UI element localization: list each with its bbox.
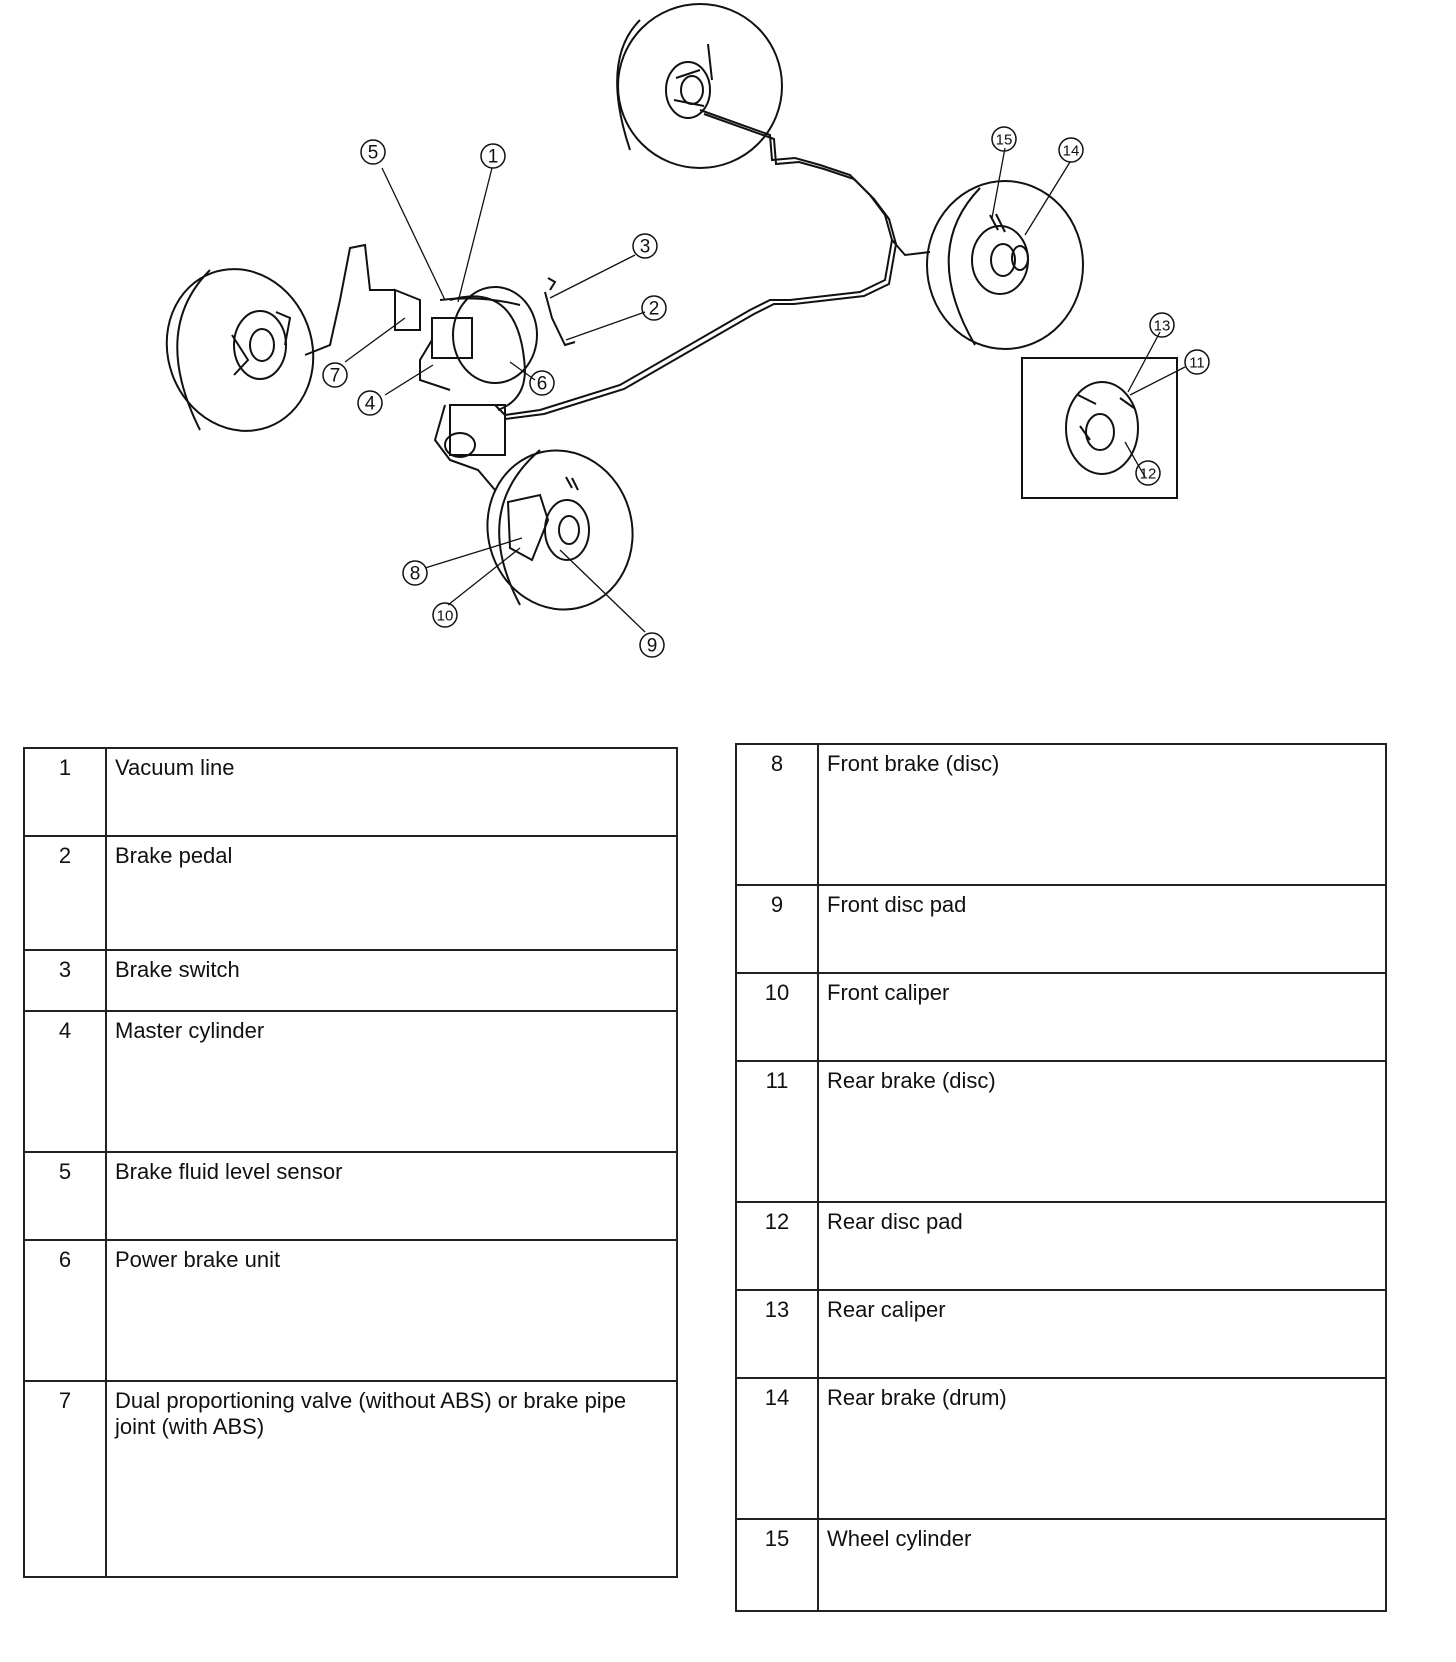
legend-label: Brake switch xyxy=(106,950,677,1011)
legend-row xyxy=(24,950,677,1011)
rear-wheel-top xyxy=(617,4,782,168)
legend-label: Rear brake (disc) xyxy=(818,1061,1386,1202)
legend-number: 2 xyxy=(24,836,106,950)
legend-number: 8 xyxy=(736,744,818,885)
legend-label: Master cylinder xyxy=(106,1011,677,1152)
legend-row xyxy=(736,973,1386,1061)
legend-number: 3 xyxy=(24,950,106,1011)
legend-label: Front disc pad xyxy=(818,885,1386,973)
legend-number: 15 xyxy=(736,1519,818,1611)
callout-8: 8 xyxy=(409,563,421,585)
legend-label: Wheel cylinder xyxy=(818,1519,1386,1611)
callout-circles xyxy=(323,127,1209,657)
legend-label: Rear brake (drum) xyxy=(818,1378,1386,1519)
callout-3: 3 xyxy=(639,236,651,258)
callout-9: 9 xyxy=(646,635,658,657)
callout-7: 7 xyxy=(329,365,341,387)
legend-label: Front caliper xyxy=(818,973,1386,1061)
legend-label: Rear disc pad xyxy=(818,1202,1386,1290)
legend-number: 11 xyxy=(736,1061,818,1202)
callout-15: 15 xyxy=(995,131,1013,149)
legend-label: Dual proportioning valve (without ABS) or brake pipe joint (with ABS) xyxy=(106,1381,677,1577)
legend-label: Rear caliper xyxy=(818,1290,1386,1378)
legend-row xyxy=(24,1240,677,1381)
legend-number: 10 xyxy=(736,973,818,1061)
legend-number: 4 xyxy=(24,1011,106,1152)
callout-2: 2 xyxy=(648,298,660,320)
booster-assembly xyxy=(395,287,537,410)
legend-number: 1 xyxy=(24,748,106,836)
legend-row xyxy=(24,1381,677,1577)
legend-row xyxy=(736,885,1386,973)
legend-row xyxy=(736,744,1386,885)
brake-lines xyxy=(305,110,930,490)
legend-row xyxy=(24,1011,677,1152)
legend-number: 7 xyxy=(24,1381,106,1577)
legend-table-right xyxy=(735,743,1387,1612)
legend-row xyxy=(736,1290,1386,1378)
legend-number: 6 xyxy=(24,1240,106,1381)
front-wheel-bottom xyxy=(470,434,651,626)
callout-13: 13 xyxy=(1153,317,1171,335)
callout-5: 5 xyxy=(367,142,379,164)
legend-number: 12 xyxy=(736,1202,818,1290)
legend-label: Power brake unit xyxy=(106,1240,677,1381)
legend-label: Vacuum line xyxy=(106,748,677,836)
legend-row xyxy=(24,748,677,836)
legend-row xyxy=(736,1202,1386,1290)
legend-row xyxy=(736,1378,1386,1519)
callout-11: 11 xyxy=(1189,354,1205,372)
callout-10: 10 xyxy=(436,607,454,625)
legend-row xyxy=(736,1061,1386,1202)
callout-14: 14 xyxy=(1062,142,1080,160)
legend-row xyxy=(24,1152,677,1240)
legend-number: 13 xyxy=(736,1290,818,1378)
legend-row xyxy=(736,1519,1386,1611)
legend-row xyxy=(24,836,677,950)
legend-label: Brake fluid level sensor xyxy=(106,1152,677,1240)
callout-4: 4 xyxy=(364,393,376,415)
legend-table-left xyxy=(23,747,678,1578)
legend-number: 14 xyxy=(736,1378,818,1519)
callout-6: 6 xyxy=(536,373,548,395)
legend-number: 5 xyxy=(24,1152,106,1240)
callout-12: 12 xyxy=(1139,465,1157,483)
legend-label: Brake pedal xyxy=(106,836,677,950)
legend-number: 9 xyxy=(736,885,818,973)
legend-label: Front brake (disc) xyxy=(818,744,1386,885)
abs-unit xyxy=(445,405,505,457)
brake-system-diagram xyxy=(0,0,1456,720)
front-wheel-left xyxy=(144,248,335,451)
rear-wheel-right xyxy=(927,181,1083,349)
callout-1: 1 xyxy=(487,146,499,168)
leader-lines xyxy=(345,148,1185,632)
